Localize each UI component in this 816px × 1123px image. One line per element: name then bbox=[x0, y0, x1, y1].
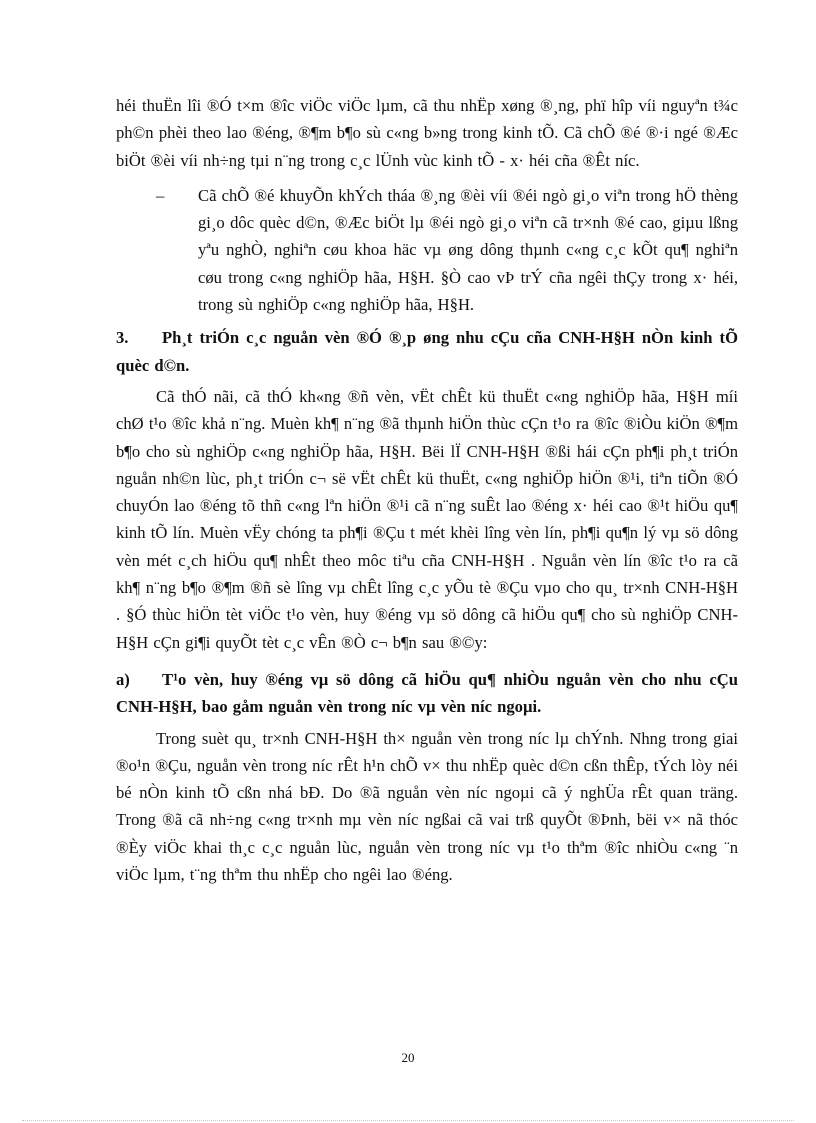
page-number: 20 bbox=[401, 1050, 415, 1065]
section-heading-3 bbox=[116, 324, 738, 379]
page-body bbox=[116, 92, 738, 888]
subheading-a bbox=[116, 666, 738, 721]
subheading-label: a) bbox=[116, 669, 130, 689]
paragraph-1: héi thuËn lîi ®Ó t×m ®îc viÖc viÖc lµm, cã thu nhËp xøng ®¸ng, phï hîp víi nguyªn t¾c ph©n phèi theo lao ®éng, ®¶m b¶o sù c«ng b»ng trong kinh tÕ. Cã chÕ ®é ®·i ngé ®Æc biÖt ®èi víi nh÷ng tµi n¨ng trong c¸c lÜnh vùc kinh tÕ - x· héi cña ®Êt níc. bbox=[116, 96, 738, 170]
paragraph-3: Cã thÓ nãi, cã thÓ kh«ng ®ñ vèn, vËt chÊt kü thuËt c«ng nghiÖp hãa, H§H míi chØ t¹o ®îc khả n¨ng. Muèn kh¶ n¨ng ®ã thµnh hiÖn thùc cÇn t¹o ra ®îc ®iÒu kiÖn ®¶m b¶o cho sù nghiÖp c«ng nghiÖp hãa, H§H. Bëi lÏ CNH-H§H ®ßi hái cÇn ph¶i ph¸t triÓn nguån nh©n lùc, ph¸t triÓn c¬ së vËt chÊt kü thuËt, c«ng nghiÖp hiÖn ®¹i, tiªn tiÕn ®Ó chuyÓn lao ®éng tõ thñ c«ng lªn hiÖn ®¹i cã n¨ng suÊt lao ®éng x· héi cao ®¹t hiÖu qu¶ kinh tÕ lín. Muèn vËy chóng ta ph¶i ®Çu t mét khèi lîng vèn lín, ph¶i qu¶n lý vµ sö dông vèn mét c¸ch hiÖu qu¶ nhÊt theo môc tiªu cña CNH-H§H . Nguån vèn lín ®îc t¹o ra cã kh¶ n¨ng b¶o ®¶m ®ñ sè lîng vµ chÊt lîng c¸c yÕu tè ®Çu vµo cho qu¸ tr×nh CNH-H§H . §Ó thùc hiÖn tèt viÖc t¹o vèn, huy ®éng vµ sö dông cã hiÖu qu¶ cho sù nghiÖp CNH-H§H cÇn gi¶i quyÕt tèt c¸c vÊn ®Ò c¬ b¶n sau ®©y: bbox=[116, 386, 738, 652]
subheading-text: T¹o vèn, huy ®éng vµ sö dông cã hiÖu qu¶ nhiÒu nguån vèn cho nhu cÇu CNH-H§H, bao gåm nguån vèn trong níc vµ vèn níc ngoµi. bbox=[116, 669, 738, 717]
dash-bullet: – bbox=[156, 185, 165, 205]
dash-list-item bbox=[116, 182, 738, 318]
page-edge-divider bbox=[22, 1120, 794, 1121]
paragraph-4: Trong suèt qu¸ tr×nh CNH-H§H th× nguån vèn trong níc lµ chÝnh. Nhng trong giai ®o¹n ®Çu, nguån vèn trong níc rÊt h¹n chÕ v× thu nhËp quèc d©n cßn thÊp, tÝch lòy néi bé nÒn kinh tÕ cßn nhá bÐ. Do ®ã nguån vèn níc ngoµi cã ý nghÜa rÊt quan träng. Trong ®ã cã nh÷ng c«ng tr×nh mµ vèn níc ngßai cã vai trß quyÕt ®Þnh, bëi v× nã thóc ®Èy viÖc khai th¸c c¸c nguån lùc, nguån vèn trong níc vµ t¹o thªm ®îc nhiÒu c«ng ¨n viÖc lµm, t¨ng thªm thu nhËp cho ngêi lao ®éng. bbox=[116, 728, 738, 885]
heading-number: 3. bbox=[116, 328, 129, 348]
paragraph-2: Cã chÕ ®é khuyÕn khÝch tháa ®¸ng ®èi víi ®éi ngò gi¸o viªn trong hÖ thèng gi¸o dôc quèc d©n, ®Æc biÖt lµ ®éi ngò gi¸o viªn cã tr×nh ®é cao, giµu lßng yªu nghÒ, nghiªn cøu khoa häc vµ øng dông thµnh c«ng c¸c kÕt qu¶ nghiªn cøu trong c«ng nghiÖp hãa, H§H. §Ò cao vÞ trÝ cña ngêi thÇy trong x· héi, trong sù nghiÖp c«ng nghiÖp hãa, H§H. bbox=[198, 185, 738, 315]
heading-text: Ph¸t triÓn c¸c nguån vèn ®Ó ®¸p øng nhu cÇu cña CNH-H§H nÒn kinh tÕ quèc d©n. bbox=[116, 328, 738, 375]
